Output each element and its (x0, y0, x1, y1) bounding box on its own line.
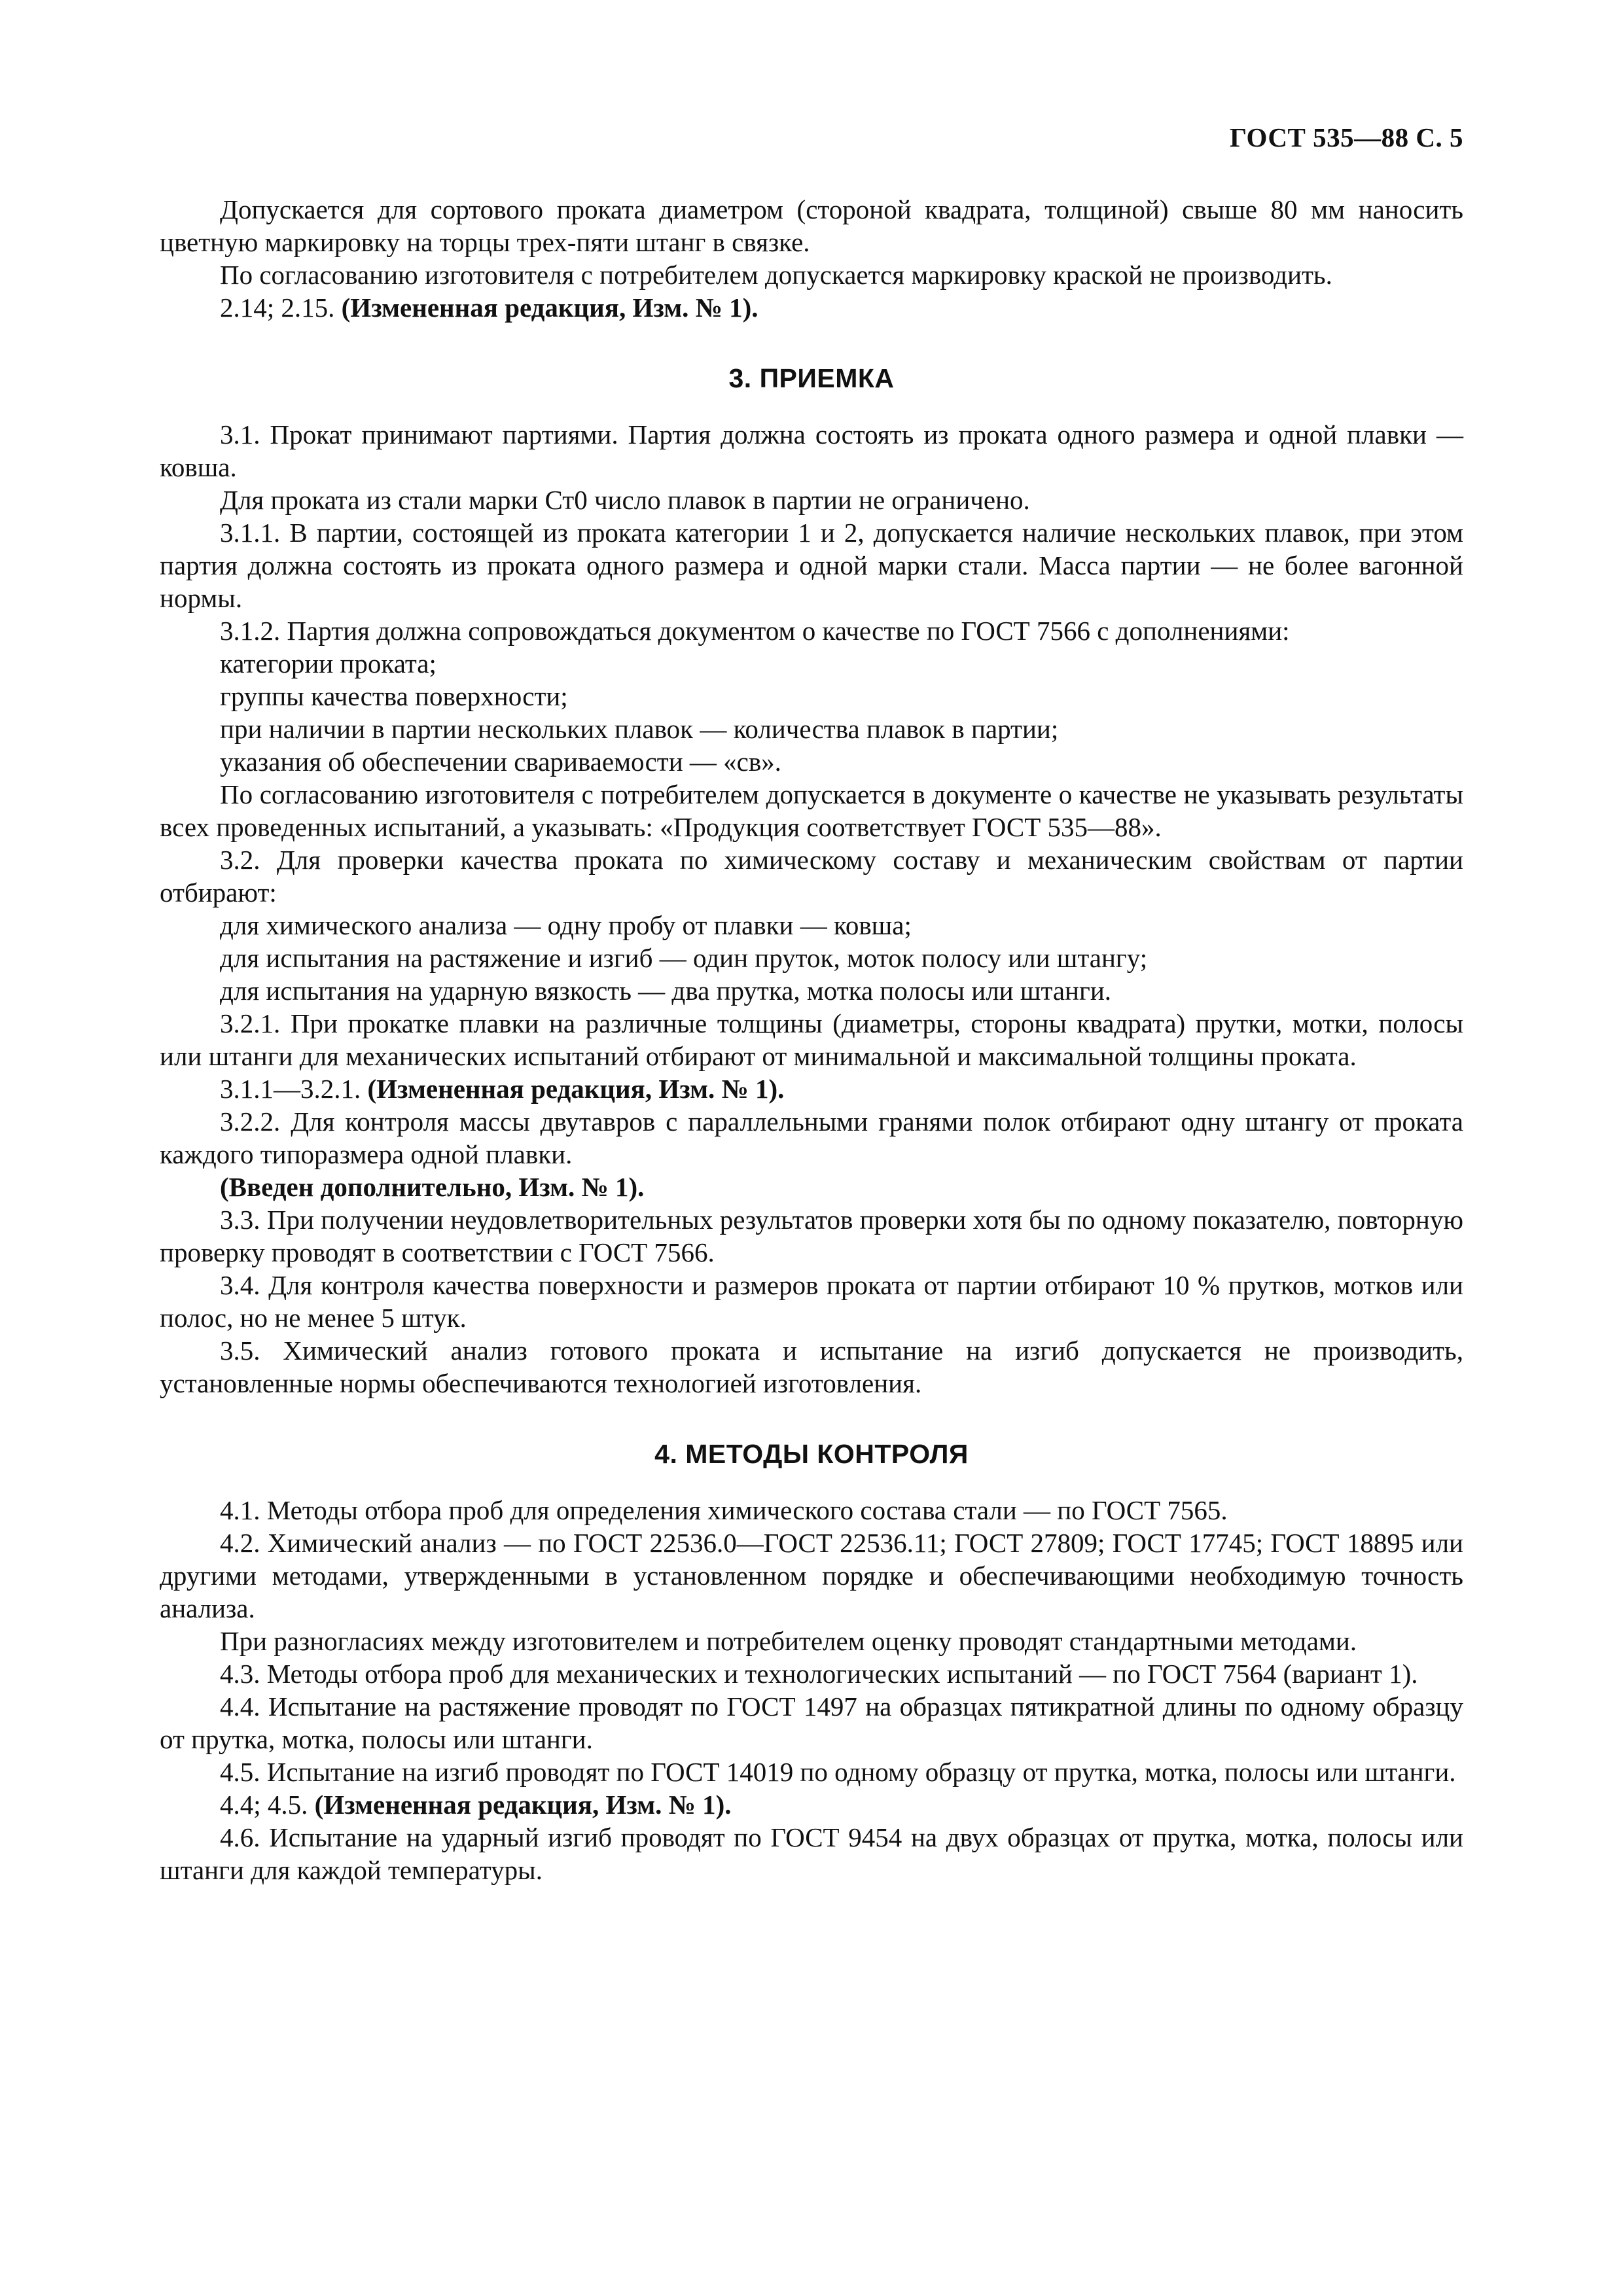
paragraph (160, 713, 1463, 745)
page-header: ГОСТ 535—88 С. 5 (1229, 122, 1463, 152)
paragraph (160, 1203, 1463, 1269)
emphasis-text: (Измененная редакция, Изм. № 1). (314, 1790, 732, 1820)
emphasis-text: (Измененная редакция, Изм. № 1). (367, 1074, 785, 1104)
paragraph (160, 1690, 1463, 1756)
paragraph (160, 258, 1463, 291)
paragraph (160, 1625, 1463, 1657)
paragraph (160, 516, 1463, 614)
text-run: 3.1. Прокат принимают партиями. Партия должна состоять из проката одного размера и одной плавки — ковша. (160, 419, 1463, 482)
paragraph (160, 745, 1463, 778)
text-run: При разногласиях между изготовителем и потребителем оценку проводят стандартными методами. (220, 1626, 1357, 1656)
text-run: для химического анализа — одну пробу от плавки — ковша; (220, 910, 912, 940)
text-run: 3.5. Химический анализ готового проката и испытание на изгиб допускается не производить, установленные нормы обеспечиваются технологией изготовления. (160, 1335, 1463, 1398)
text-run: 2.14; 2.15. (220, 292, 342, 323)
paragraph (160, 909, 1463, 942)
text-run: 3.4. Для контроля качества поверхности и размеров проката от партии отбирают 10 % прутков, мотков или полос, но не менее 5 штук. (160, 1270, 1463, 1333)
text-run: По согласованию изготовителя с потребителем допускается маркировку краской не производить. (220, 260, 1332, 290)
paragraph (160, 1007, 1463, 1072)
text-run: 4.5. Испытание на изгиб проводят по ГОСТ 14019 по одному образцу от прутка, мотка, полосы или штанги. (220, 1757, 1456, 1787)
text-run: 3.2.2. Для контроля массы двутавров с параллельными гранями полок отбирают одну штангу от проката каждого типоразмера одной плавки. (160, 1106, 1463, 1169)
paragraph (160, 778, 1463, 843)
paragraph (160, 680, 1463, 713)
paragraph (160, 484, 1463, 516)
text-run: 3.1.2. Партия должна сопровождаться документом о качестве по ГОСТ 7566 с дополнениями: (220, 616, 1290, 646)
text-run: 3.2.1. При прокатке плавки на различные толщины (диаметры, стороны квадрата) прутки, мотки, полосы или штанги для механических испытаний отбирают от минимальной и максимальной толщины проката. (160, 1008, 1463, 1071)
paragraph (160, 1494, 1463, 1527)
paragraph (160, 1105, 1463, 1171)
text-run: для испытания на ударную вязкость — два прутка, мотка полосы или штанги. (220, 976, 1112, 1006)
text-run: 3.1.1—3.2.1. (220, 1074, 368, 1104)
text-run: указания об обеспечении свариваемости — «св». (220, 747, 781, 777)
paragraph (160, 1171, 1463, 1203)
text-run: группы качества поверхности; (220, 681, 568, 711)
text-run: По согласованию изготовителя с потребителем допускается в документе о качестве не указывать результаты всех проведенных испытаний, а указывать: «Продукция соответствует ГОСТ 535—88». (160, 779, 1463, 842)
paragraph (160, 1657, 1463, 1690)
paragraph (160, 1821, 1463, 1886)
text-run: Допускается для сортового проката диаметром (стороной квадрата, толщиной) свыше 80 мм наносить цветную маркировку на торцы трех-пяти штанг в связке. (160, 194, 1463, 257)
paragraph (160, 193, 1463, 258)
paragraph (160, 647, 1463, 680)
paragraph (160, 1527, 1463, 1625)
text-run: 4.3. Методы отбора проб для механических и технологических испытаний — по ГОСТ 7564 (вариант 1). (220, 1659, 1418, 1689)
paragraph (160, 1788, 1463, 1821)
text-run: категории проката; (220, 648, 437, 679)
paragraph (160, 1756, 1463, 1788)
text-run: 4.4; 4.5. (220, 1790, 315, 1820)
paragraph (160, 1072, 1463, 1105)
paragraph (160, 1269, 1463, 1334)
paragraph (160, 418, 1463, 484)
text-run: Для проката из стали марки Ст0 число плавок в партии не ограничено. (220, 485, 1030, 515)
text-run: 3.2. Для проверки качества проката по химическому составу и механическим свойствам от партии отбирают: (160, 845, 1463, 908)
paragraph (160, 291, 1463, 324)
paragraph (160, 843, 1463, 909)
paragraph (160, 942, 1463, 974)
emphasis-text: (Введен дополнительно, Изм. № 1). (220, 1172, 645, 1202)
emphasis-text: (Измененная редакция, Изм. № 1). (341, 292, 758, 323)
paragraph (160, 614, 1463, 647)
text-run: 4.6. Испытание на ударный изгиб проводят по ГОСТ 9454 на двух образцах от прутка, мотка, полосы или штанги для каждой температуры. (160, 1822, 1463, 1885)
text-run: 4.4. Испытание на растяжение проводят по ГОСТ 1497 на образцах пятикратной длины по одному образцу от прутка, мотка, полосы или штанги. (160, 1691, 1463, 1754)
text-run: при наличии в партии нескольких плавок — количества плавок в партии; (220, 714, 1059, 744)
section-heading: 4. МЕТОДЫ КОНТРОЛЯ (654, 1439, 969, 1469)
text-run: 3.3. При получении неудовлетворительных результатов проверки хотя бы по одному показателю, повторную проверку проводят в соответствии с ГОСТ 7566. (160, 1205, 1463, 1267)
paragraph (160, 974, 1463, 1007)
document-body (160, 193, 1463, 1886)
text-run: 4.2. Химический анализ — по ГОСТ 22536.0—ГОСТ 22536.11; ГОСТ 27809; ГОСТ 17745; ГОСТ 18895 или другими методами, утвержденными в установленном порядке и обеспечивающими необходимую точность анализа. (160, 1528, 1463, 1623)
text-run: для испытания на растяжение и изгиб — один пруток, моток полосу или штангу; (220, 943, 1148, 973)
text-run: 4.1. Методы отбора проб для определения химического состава стали — по ГОСТ 7565. (220, 1495, 1228, 1525)
paragraph (160, 1334, 1463, 1400)
section-heading: 3. ПРИЕМКА (728, 363, 895, 393)
text-run: 3.1.1. В партии, состоящей из проката категории 1 и 2, допускается наличие нескольких плавок, при этом партия должна состоять из проката одного размера и одной марки стали. Масса партии — не более вагонной нормы. (160, 518, 1463, 613)
